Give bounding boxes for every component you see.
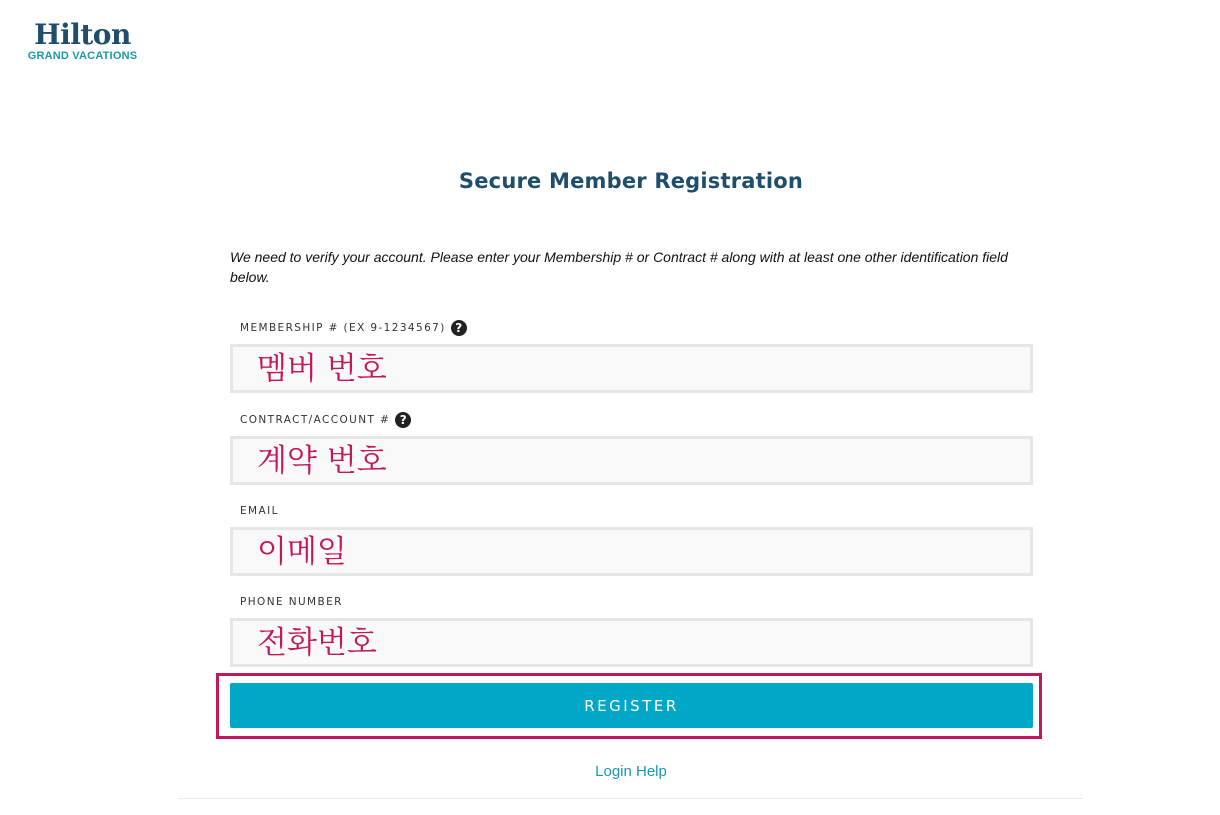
- instructions-text: We need to verify your account. Please enter your Membership # or Contract # along with at least one other identification field below.: [230, 249, 1008, 285]
- question-circle-icon[interactable]: ?: [451, 320, 467, 336]
- question-circle-icon[interactable]: ?: [395, 412, 411, 428]
- email-input[interactable]: [230, 527, 1033, 576]
- register-button[interactable]: REGISTER: [230, 683, 1033, 728]
- login-help-link[interactable]: Login Help: [595, 763, 667, 780]
- login-help-row: [0, 763, 1220, 781]
- contract-label-text: CONTRACT/ACCOUNT #: [240, 414, 391, 426]
- phone-label: [240, 594, 343, 610]
- membership-label: [240, 320, 467, 336]
- logo-subtitle: GRAND VACATIONS: [27, 50, 138, 62]
- contract-input[interactable]: [230, 436, 1033, 485]
- phone-label-text: PHONE NUMBER: [240, 596, 343, 608]
- phone-input[interactable]: [230, 618, 1033, 667]
- page-title: Secure Member Registration: [458, 169, 804, 193]
- bottom-divider: [178, 798, 1083, 799]
- contract-label: [240, 412, 411, 428]
- membership-label-text: MEMBERSHIP # (EX 9-1234567): [240, 322, 446, 334]
- membership-input[interactable]: [230, 344, 1033, 393]
- hilton-grand-vacations-logo[interactable]: [20, 18, 145, 62]
- logo-wordmark: Hilton: [34, 18, 131, 51]
- email-label: [240, 503, 279, 519]
- email-label-text: EMAIL: [240, 505, 279, 517]
